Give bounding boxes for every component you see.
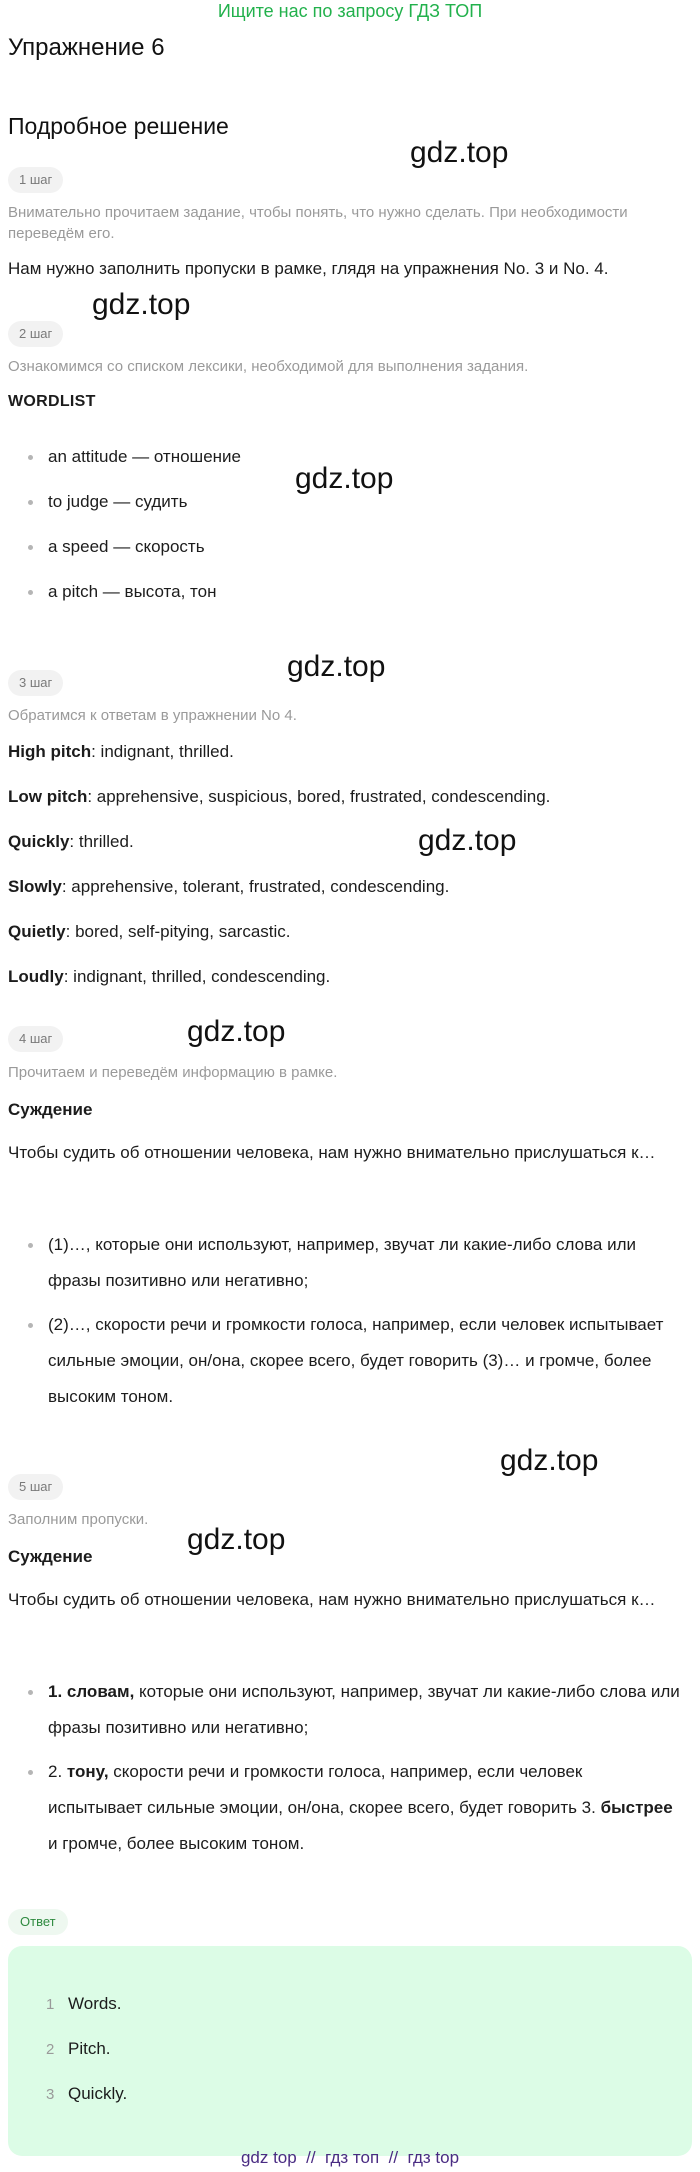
list-item: a pitch — высота, тон: [48, 582, 217, 601]
row-value: : indignant, thrilled, condescending.: [63, 967, 331, 986]
row-value: : apprehensive, suspicious, bored, frustrated, condescending.: [87, 787, 551, 806]
list-item: to judge — судить: [48, 492, 188, 511]
answer-text: Pitch.: [68, 2039, 111, 2058]
bullet: [28, 1243, 33, 1248]
answer-badge: Ответ: [8, 1909, 68, 1935]
step-hint: Прочитаем и переведём информацию в рамке.: [8, 1064, 338, 1081]
list-item: (2)…, скорости речи и громкости голоса, например, если человек испытывает сильные эмоции, он/она, скорее всего, будет говорить (3)… и громче, более высоким тоном.: [48, 1315, 664, 1406]
list-item: [48, 1674, 680, 1746]
answer-number: 1: [46, 1996, 55, 2013]
row-key: Slowly: [8, 877, 62, 896]
row-key: Low pitch: [8, 787, 88, 806]
bullet: [28, 590, 33, 595]
row-key: Loudly: [8, 967, 64, 986]
answer-number: 2: [46, 2041, 55, 2058]
answer-row: [8, 965, 692, 989]
wordlist-heading: WORDLIST: [8, 393, 96, 410]
judgement-paragraph: Чтобы судить об отношении человека, нам нужно внимательно прислушаться к…: [8, 1590, 656, 1609]
answer-text: Words.: [68, 1994, 122, 2013]
footer-links[interactable]: gdz top // гдз топ // гдз top: [240, 2148, 460, 2167]
step-hint: Обратимся к ответам в упражнении No 4.: [8, 707, 297, 724]
item-text: которые они используют, например, звучат ли какие-либо слова или фразы позитивно или негативно;: [48, 1682, 680, 1737]
answer-box: [8, 1946, 692, 2156]
bullet: [28, 455, 33, 460]
bullet: [28, 1770, 33, 1775]
section-title: Подробное решение: [8, 113, 229, 139]
step-badge: 1 шаг: [8, 167, 63, 193]
watermark: gdz.top: [287, 650, 386, 683]
watermark: gdz.top: [418, 824, 517, 857]
judgement-paragraph: Чтобы судить об отношении человека, нам нужно внимательно прислушаться к…: [8, 1143, 656, 1162]
watermark: gdz.top: [295, 462, 394, 495]
row-value: : apprehensive, tolerant, frustrated, condescending.: [61, 877, 450, 896]
filled-answer: быстрее: [600, 1798, 673, 1817]
list-item: [48, 1754, 680, 1862]
item-text: скорости речи и громкости голоса, например, если человек испытывает сильные эмоции, он/она, скорее всего, будет говорить 3.: [48, 1762, 601, 1817]
row-value: : thrilled.: [69, 832, 134, 851]
bullet: [28, 1690, 33, 1695]
step-badge: 3 шаг: [8, 670, 63, 696]
row-key: High pitch: [8, 742, 92, 761]
answer-row: [8, 785, 692, 809]
answer-text: Quickly.: [68, 2084, 128, 2103]
watermark: gdz.top: [187, 1523, 286, 1556]
filled-answer: 1. словам,: [48, 1682, 135, 1701]
list-item: (1)…, которые они используют, например, звучат ли какие-либо слова или фразы позитивно или негативно;: [48, 1235, 637, 1290]
judgement-heading: Суждение: [8, 1100, 93, 1119]
step-badge: 5 шаг: [8, 1474, 63, 1500]
filled-answer: тону,: [66, 1762, 109, 1781]
item-text: и громче, более высоким тоном.: [48, 1834, 305, 1853]
step-hint: Заполним пропуски.: [8, 1511, 149, 1528]
bullet: [28, 500, 33, 505]
watermark: gdz.top: [187, 1015, 286, 1048]
list-item: a speed — скорость: [48, 537, 205, 556]
bullet: [28, 1323, 33, 1328]
answer-row: [8, 920, 692, 944]
list-item: an attitude — отношение: [48, 447, 241, 466]
step-hint: Внимательно прочитаем задание, чтобы понять, что нужно сделать. При необходимости переведём его.: [8, 204, 628, 242]
row-key: Quietly: [8, 922, 66, 941]
page-title: Упражнение 6: [8, 34, 165, 61]
row-key: Quickly: [8, 832, 70, 851]
answer-row: [8, 740, 692, 764]
answer-row: [8, 830, 692, 854]
answer-row: [8, 875, 692, 899]
step-badge: 2 шаг: [8, 321, 63, 347]
step-badge: 4 шаг: [8, 1026, 63, 1052]
step-hint: Ознакомимся со списком лексики, необходимой для выполнения задания.: [8, 358, 529, 375]
row-value: : indignant, thrilled.: [91, 742, 234, 761]
row-value: : bored, self-pitying, sarcastic.: [65, 922, 291, 941]
watermark: gdz.top: [410, 136, 509, 169]
watermark: gdz.top: [92, 288, 191, 321]
watermark: gdz.top: [500, 1444, 599, 1477]
bullet: [28, 545, 33, 550]
top-banner-link[interactable]: Ищите нас по запросу ГДЗ ТОП: [217, 1, 483, 21]
step-text: Нам нужно заполнить пропуски в рамке, глядя на упражнения No. 3 и No. 4.: [8, 259, 609, 278]
judgement-heading: Суждение: [8, 1547, 93, 1566]
answer-number: 3: [46, 2086, 55, 2103]
item-number: 2.: [48, 1762, 67, 1781]
